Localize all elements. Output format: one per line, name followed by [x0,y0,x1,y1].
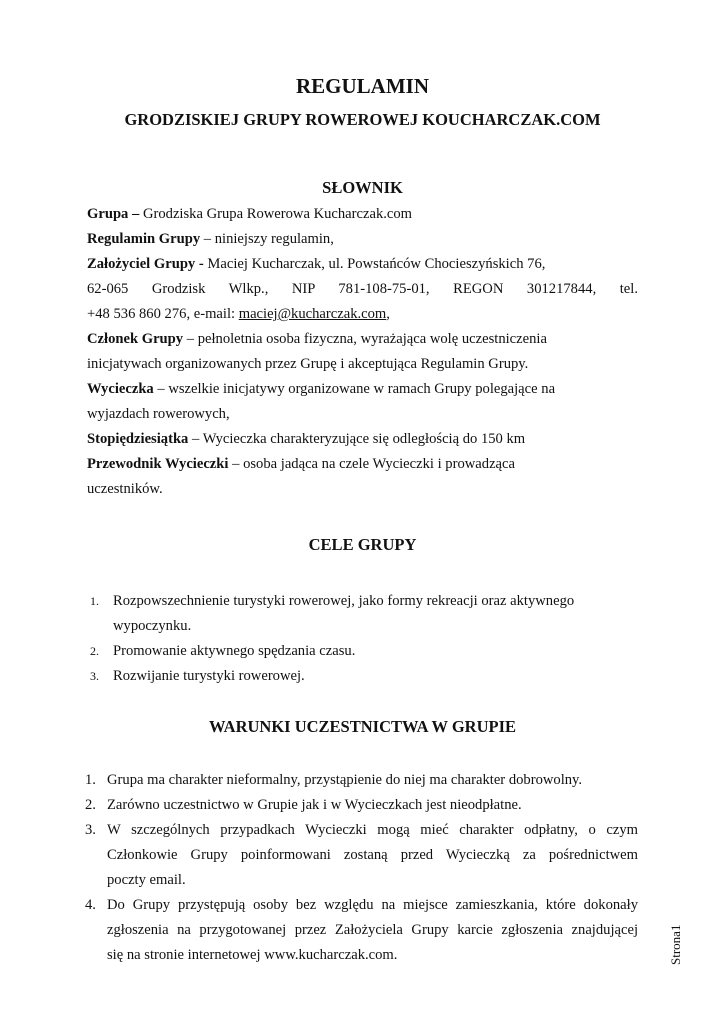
page-number [668,924,688,1025]
dictionary-heading: SŁOWNIK [322,178,403,197]
list-text-cont: wypoczynku. [113,618,192,634]
dictionary-entry-regulamin [87,227,638,252]
term-stopiedziesiatka: Stopiędziesiątka [87,431,189,447]
list-text-cont: się na stronie internetowej www.kucharczak.com. [107,947,398,963]
list-number: 1. [85,772,96,788]
term-przewodnik: Przewodnik Wycieczki [87,456,229,472]
goals-heading: CELE GRUPY [308,535,417,554]
dictionary-entry-stopiedziesiatka [87,427,638,452]
list-text: Zarówno uczestnictwo w Grupie jak i w Wycieczkach jest nieodpłatne. [107,797,522,813]
dictionary-entry-czlonek [87,327,638,352]
def-grupa: Grodziska Grupa Rowerowa Kucharczak.com [139,206,413,222]
def-regulamin: – niniejszy regulamin, [200,231,334,247]
list-number: 2. [90,644,99,658]
list-text: W szczególnych przypadkach Wycieczki mogą mieć charakter odpłatny, o czym [107,822,638,838]
list-number: 1. [90,594,99,608]
term-czlonek: Członek Grupy [87,331,184,347]
term-zalozyciel: Założyciel Grupy - [87,256,204,272]
list-text-cont: Członkowie Grupy poinformowani zostaną przed Wycieczką za pośrednictwem [107,847,638,863]
contact-comma: , [386,306,390,322]
dictionary-entry-wycieczka [87,377,638,402]
contact-text: +48 536 860 276, e-mail: [87,306,239,322]
list-text: Rozwijanie turystyki rowerowej. [113,668,305,684]
document-title: REGULAMIN [295,74,429,98]
list-number: 4. [85,897,96,913]
def-zalozyciel-line1: Maciej Kucharczak, ul. Powstańców Chocieszyńskich 76, [203,256,546,272]
conditions-heading: WARUNKI UCZESTNICTWA W GRUPIE [209,717,516,736]
list-number: 3. [90,669,99,683]
term-regulamin: Regulamin Grupy [87,231,201,247]
list-number: 2. [85,797,96,813]
document-subtitle: GRODZISKIEJ GRUPY ROWEROWEJ KOUCHARCZAK.COM [124,110,601,129]
list-text-cont: poczty email. [107,872,186,888]
def-zalozyciel-line3 [87,302,638,327]
def-czlonek-line2: inicjatywach organizowanych przez Grupę i akceptująca Regulamin Grupy. [87,356,529,372]
list-text: Rozpowszechnienie turystyki rowerowej, jako formy rekreacji oraz aktywnego [113,593,575,609]
term-grupa: Grupa – [87,206,140,222]
def-wycieczka-line1: – wszelkie inicjatywy organizowane w ramach Grupy polegające na [153,381,556,397]
dictionary-entry-zalozyciel [87,252,638,277]
list-text: Grupa ma charakter nieformalny, przystąpienie do niej ma charakter dobrowolny. [107,772,583,788]
list-number: 3. [85,822,96,838]
list-text: Do Grupy przystępują osoby bez względu na miejsce zamieszkania, które dokonały [107,897,638,913]
def-przewodnik-line2: uczestników. [87,481,163,497]
term-wycieczka: Wycieczka [87,381,154,397]
def-czlonek-line1: – pełnoletnia osoba fizyczna, wyrażająca wolę uczestniczenia [183,331,547,347]
page-number-label: Strona1 [668,924,683,965]
def-zalozyciel-line2: 62-065 Grodzisk Wlkp., NIP 781-108-75-01, REGON 301217844, tel. [87,281,638,297]
email-link[interactable]: maciej@kucharczak.com [238,306,387,322]
def-stopiedziesiatka: – Wycieczka charakteryzujące się odległością do 150 km [188,431,526,447]
def-wycieczka-line2: wyjazdach rowerowych, [87,406,230,422]
list-text: Promowanie aktywnego spędzania czasu. [113,643,356,659]
dictionary-entry-przewodnik [87,452,638,477]
def-przewodnik-line1: – osoba jadąca na czele Wycieczki i prowadząca [228,456,515,472]
list-text-cont: zgłoszenia na przygotowanej przez Założyciela Grupy karcie zgłoszenia znajdującej [107,922,638,938]
dictionary-entry-grupa [87,202,638,227]
